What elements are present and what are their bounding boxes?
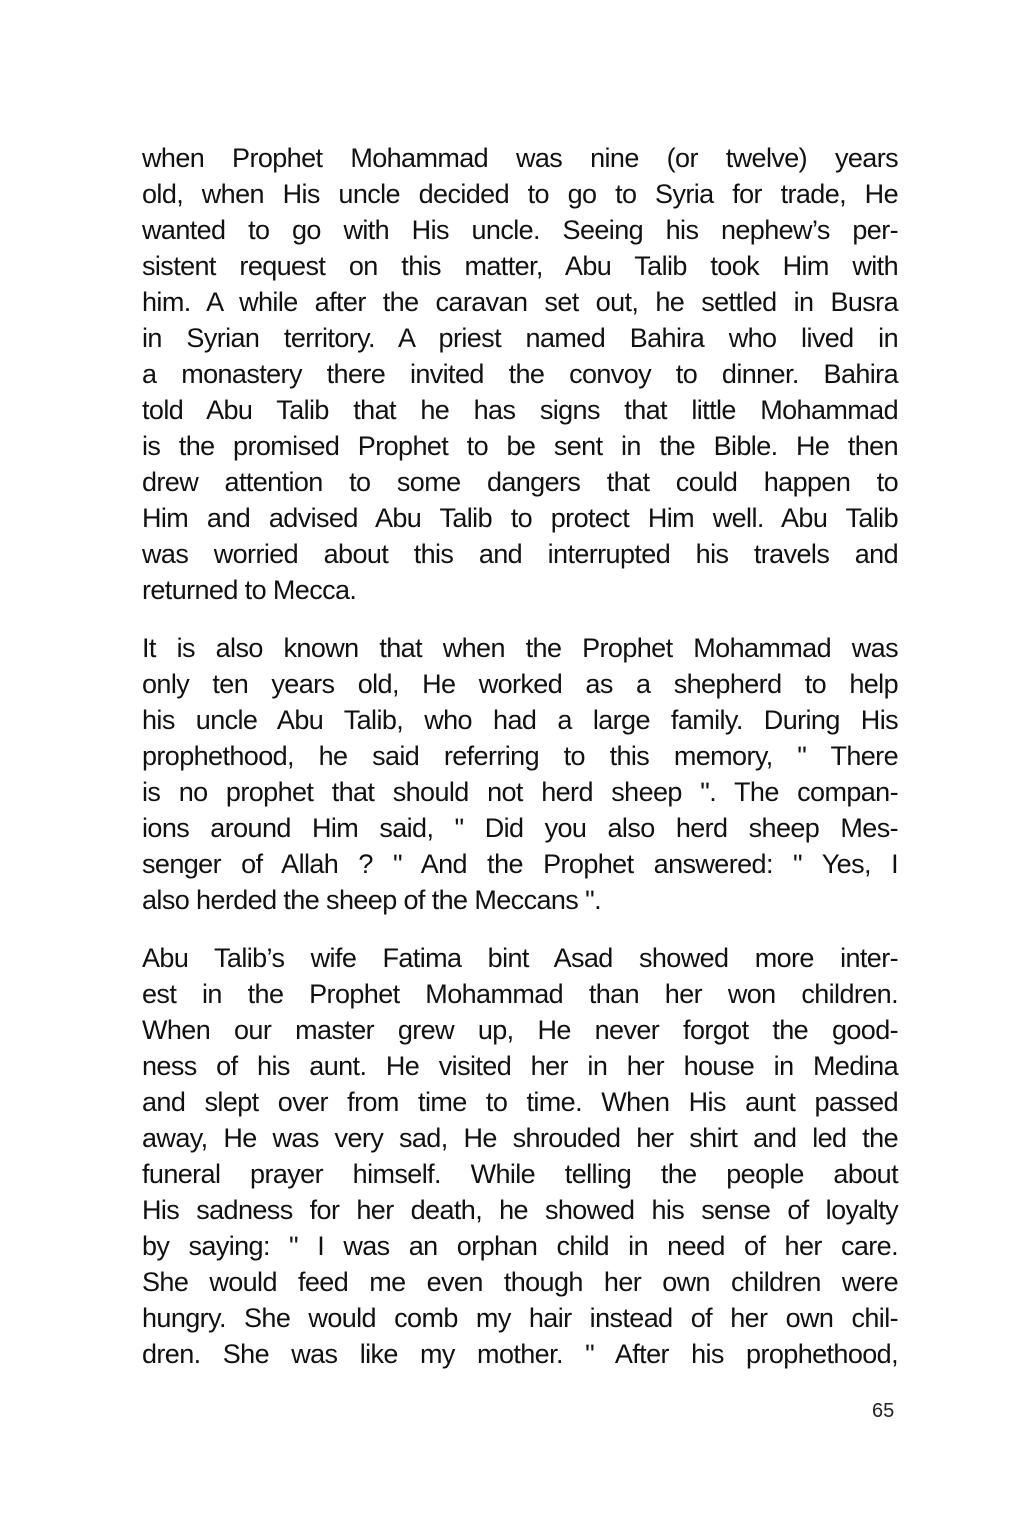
text-line: funeral prayer himself. While telling the people about [142, 1159, 898, 1189]
text-line: in Syrian territory. A priest named Bahira who lived in [142, 323, 898, 353]
text-line: and slept over from time to time. When His aunt passed [142, 1087, 898, 1117]
text-line: Abu Talib’s wife Fatima bint Asad showed more inter- [142, 943, 898, 973]
text-line: when Prophet Mohammad was nine (or twelve) years [142, 143, 898, 173]
text-line: sistent request on this matter, Abu Talib took Him with [142, 251, 898, 281]
text-line: also herded the sheep of the Meccans ʺ. [142, 885, 601, 915]
text-line: est in the Prophet Mohammad than her won children. [142, 979, 898, 1009]
paragraph-2 [142, 630, 898, 918]
body-text [142, 140, 898, 1394]
text-line: by saying: ʺ I was an orphan child in need of her care. [142, 1231, 898, 1261]
text-line: told Abu Talib that he has signs that little Mohammad [142, 395, 898, 425]
text-line: returned to Mecca. [142, 575, 357, 605]
text-line: his uncle Abu Talib, who had a large family. During His [142, 705, 898, 735]
text-line: away, He was very sad, He shrouded her shirt and led the [142, 1123, 898, 1153]
text-line: is the promised Prophet to be sent in the Bible. He then [142, 431, 898, 461]
text-line: was worried about this and interrupted his travels and [142, 539, 898, 569]
text-line: hungry. She would comb my hair instead of her own chil- [142, 1303, 898, 1333]
text-line: only ten years old, He worked as a shepherd to help [142, 669, 898, 699]
paragraph-3 [142, 940, 898, 1372]
text-line: She would feed me even though her own children were [142, 1267, 898, 1297]
text-line: It is also known that when the Prophet Mohammad was [142, 633, 898, 663]
paragraph-1 [142, 140, 898, 608]
text-line: him. A while after the caravan set out, he settled in Busra [142, 287, 898, 317]
text-line: ions around Him said, ʺ Did you also herd sheep Mes- [142, 813, 898, 843]
text-line: old, when His uncle decided to go to Syria for trade, He [142, 179, 898, 209]
text-line: wanted to go with His uncle. Seeing his nephew’s per- [142, 215, 898, 245]
text-line: drew attention to some dangers that could happen to [142, 467, 898, 497]
text-line: His sadness for her death, he showed his sense of loyalty [142, 1195, 898, 1225]
page-number: 65 [872, 1400, 895, 1422]
text-line: is no prophet that should not herd sheep ʺ. The compan- [142, 777, 898, 807]
text-line: dren. She was like my mother. ʺ After his prophethood, [142, 1339, 898, 1369]
text-line: ness of his aunt. He visited her in her house in Medina [142, 1051, 898, 1081]
text-line: When our master grew up, He never forgot the good- [142, 1015, 898, 1045]
text-line: Him and advised Abu Talib to protect Him well. Abu Talib [142, 503, 898, 533]
text-line: senger of Allah ? ʺ And the Prophet answered: ʺ Yes, I [142, 849, 898, 879]
text-line: prophethood, he said referring to this memory, ʺ There [142, 741, 898, 771]
text-line: a monastery there invited the convoy to dinner. Bahira [142, 359, 898, 389]
